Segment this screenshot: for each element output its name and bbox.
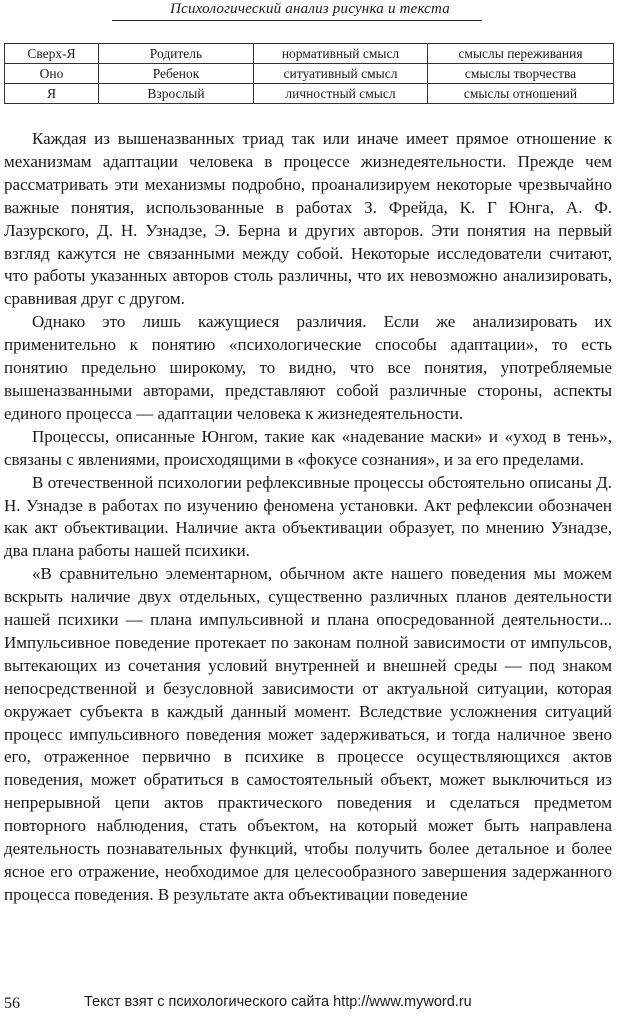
paragraph: «В сравнительно элементарном, обычном акте нашего поведения мы можем вскрыть наличие двух отдельных, существенно различных планов деятельности нашей психики — плана импульсивной и плана опосредованной деятельности... Импульсивное поведение протекает по законам полной зависимости от импульсов, вытекающих из сочетания условий внутренней и внешней среды — под знаком непосредственной и безусловной зависимости от актуальной ситуации, которая окружает субъекта в каждый данный момент. Вследствие усложнения ситуаций процесс импульсивного поведения может задерживаться, и тогда наличное звено его, отраженное первично в психике в процессе осуществляющихся актов поведения, может обратиться в самостоятельный объект, может выключиться из непрерывной цепи актов практического поведения и сделаться предметом повторного наблюдения, стать объектом, на который может быть направлена деятельность познавательных функций, чтобы получить более детальное и более ясное его отражение, необходимое для целесообразного завершения задержанного процесса поведения. В результате акта объективации поведение xyxy=(4,564,612,904)
table-cell: смыслы отношений xyxy=(428,84,614,104)
table-row xyxy=(5,64,614,84)
body-text xyxy=(4,128,612,907)
paragraph: Однако это лишь кажущиеся различия. Если же анализировать их применительно к понятию «психологические способы адаптации», то есть понятию предельно широкому, то видно, что все понятия, употребляемые вышеназванными авторами, представляют собой различные стороны, аспекты единого процесса — адаптации человека к жизнедеятельности. xyxy=(4,312,612,423)
running-title: Психологический анализ рисунка и текста xyxy=(170,1,450,17)
running-header xyxy=(0,0,620,22)
table-cell: личностный смысл xyxy=(254,84,428,104)
table-cell: Сверх-Я xyxy=(5,44,99,64)
table-cell: смыслы творчества xyxy=(428,64,614,84)
table-cell: Я xyxy=(5,84,99,104)
table-cell: нормативный смысл xyxy=(254,44,428,64)
table-cell: смыслы переживания xyxy=(428,44,614,64)
table-cell: Родитель xyxy=(99,44,254,64)
page-number: 56 xyxy=(4,995,20,1012)
paragraph: Каждая из вышеназванных триад так или иначе имеет прямое отношение к механизмам адаптации человека в процессе жизнедеятельности. Прежде чем рассматривать эти механизмы подробно, проанализируем некоторые чрезвычайно важные понятия, использованные в работах З. Фрейда, К. Г Юнга, А. Ф. Лазурского, Д. Н. Узнадзе, Э. Берна и других авторов. Эти понятия на первый взгляд кажутся не связанными между собой. Некоторые исследователи считают, что работы указанных авторов столь различны, что их невозможно анализировать, сравнивая друг с другом. xyxy=(4,129,612,309)
triads-table xyxy=(4,43,614,104)
header-rule xyxy=(112,20,482,21)
source-note: Текст взят с психологического сайта http://www.myword.ru xyxy=(84,994,472,1010)
table-cell: ситуативный смысл xyxy=(254,64,428,84)
table-cell: Взрослый xyxy=(99,84,254,104)
table-cell: Оно xyxy=(5,64,99,84)
paragraph: Процессы, описанные Юнгом, такие как «надевание маски» и «уход в тень», связаны с явлениями, происходящими в «фокусе сознания», и за его пределами. xyxy=(4,426,612,469)
table-row xyxy=(5,84,614,104)
paragraph: В отечественной психологии рефлексивные процессы обстоятельно описаны Д. Н. Узнадзе в работах по изучению феномена установки. Акт рефлексии обозначен как акт объективации. Наличие акта объективации образует, по мнению Узнадзе, два плана работы нашей психики. xyxy=(4,472,612,561)
table-cell: Ребенок xyxy=(99,64,254,84)
table-row xyxy=(5,44,614,64)
